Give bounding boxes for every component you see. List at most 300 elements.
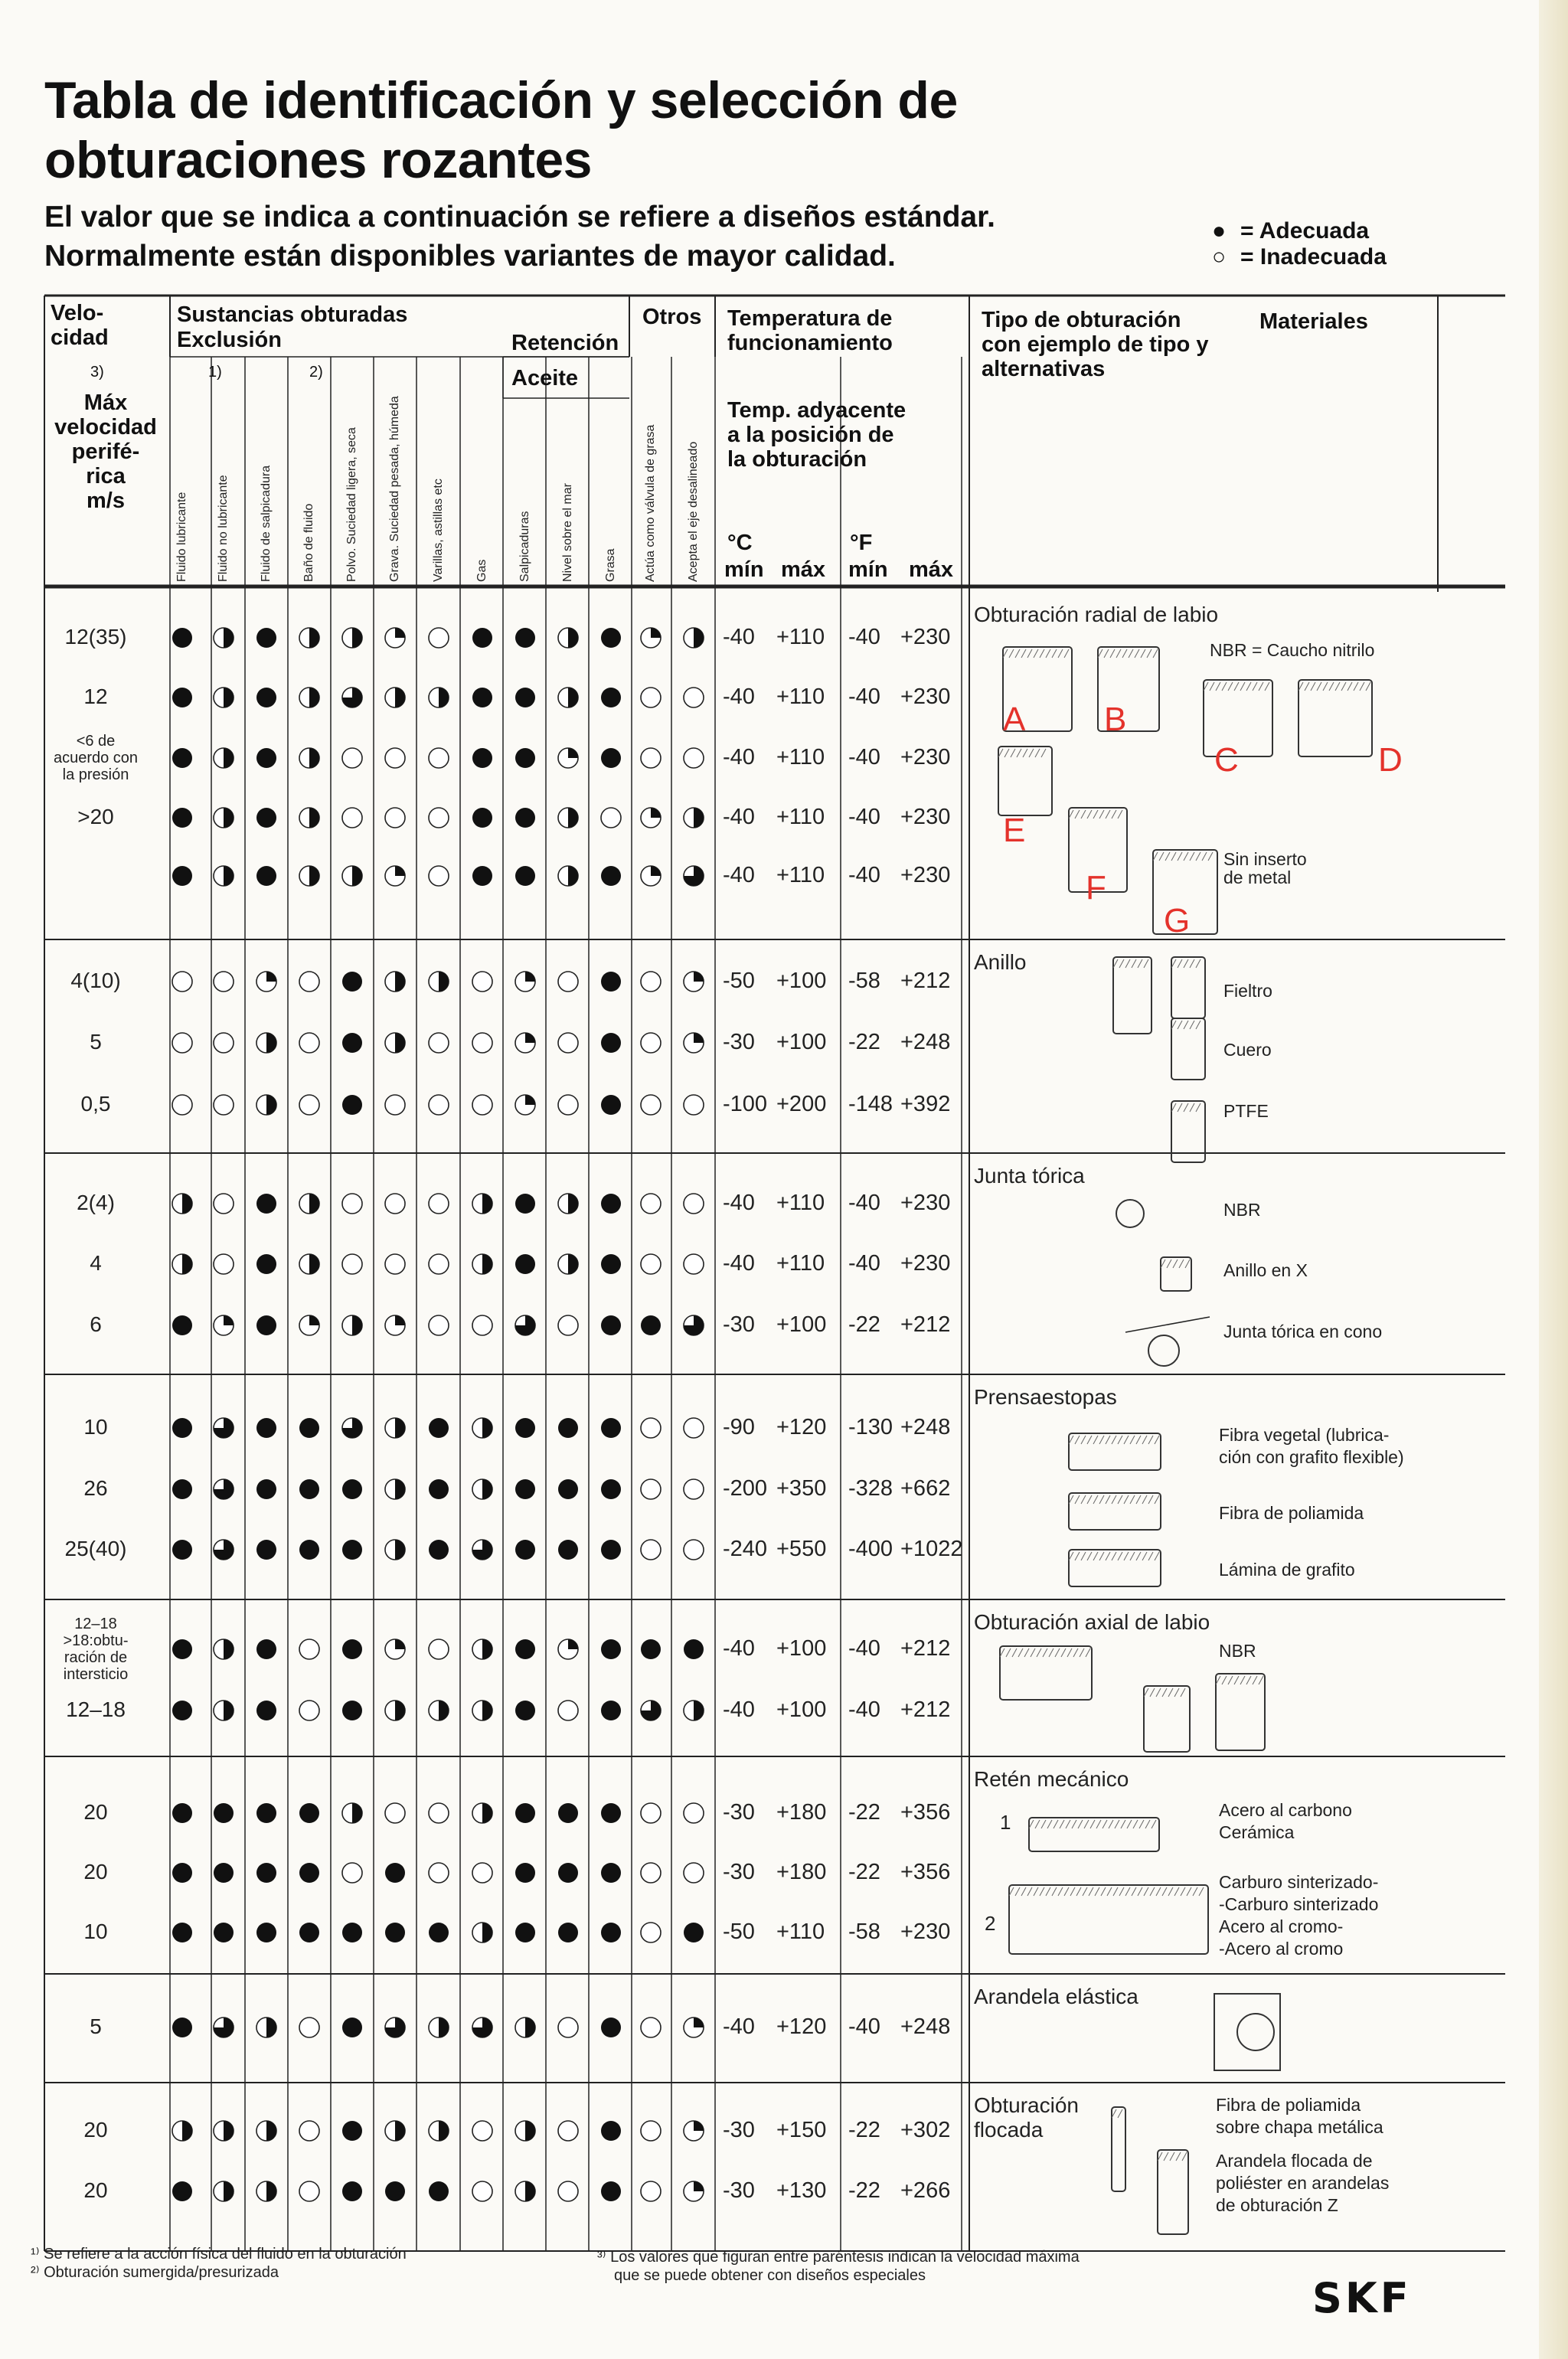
symbol-F	[472, 748, 492, 768]
symbol-Q	[684, 1033, 704, 1053]
hatch-line	[1106, 1552, 1110, 1560]
symbol-circle	[214, 1863, 234, 1883]
column-header-3: Fluido de salpicadura	[260, 465, 273, 582]
symbol-O	[641, 1418, 661, 1438]
hatch-line	[1129, 649, 1133, 658]
symbol-F	[515, 1863, 535, 1883]
symbol-circle	[601, 1540, 621, 1560]
temperature-min-f: -130	[848, 1415, 893, 1439]
symbol-circle	[256, 628, 276, 648]
symbol-circle	[342, 1540, 362, 1560]
hatch-line	[1190, 1021, 1194, 1029]
symbol-O	[385, 1254, 405, 1274]
symbol-O	[641, 1863, 661, 1883]
header-text: a la posición de	[727, 423, 894, 447]
temperature-max-f: +230	[900, 625, 951, 649]
symbol-circle	[299, 1033, 319, 1053]
symbol-circle	[601, 1701, 621, 1720]
hatch-line	[1142, 1495, 1147, 1504]
hatch-line	[1081, 1495, 1086, 1504]
symbol-circle	[684, 1254, 704, 1274]
hatch-line	[1095, 1887, 1099, 1896]
temperature-max-f: +266	[900, 2178, 951, 2203]
note-2: 2)	[309, 364, 323, 381]
symbol-H	[385, 1540, 405, 1560]
hatch-line	[1099, 1552, 1104, 1560]
symbol-T	[515, 1315, 535, 1335]
speed-value: 20	[83, 1800, 108, 1824]
hatch-line	[1190, 1103, 1194, 1112]
symbol-circle	[601, 628, 621, 648]
symbol-F	[558, 1418, 578, 1438]
symbol-Q	[385, 866, 405, 886]
symbol-H	[342, 628, 362, 648]
symbol-circle	[256, 1639, 276, 1659]
symbol-F	[601, 1540, 621, 1560]
symbol-T	[684, 1315, 704, 1335]
symbol-F	[172, 2018, 192, 2037]
symbol-circle	[515, 1803, 535, 1823]
hatch-line	[1078, 1820, 1083, 1828]
symbol-F	[299, 1418, 319, 1438]
hatch-line	[1121, 1820, 1125, 1828]
hatch-line	[1159, 852, 1164, 861]
symbol-O	[172, 1033, 192, 1053]
header-text: funcionamiento	[727, 331, 893, 355]
symbol-fill	[482, 1254, 492, 1274]
symbol-H	[299, 808, 319, 828]
material-label: Sin inserto	[1223, 849, 1307, 869]
hatch-line	[1184, 1103, 1188, 1112]
hatch-line	[1116, 649, 1121, 658]
symbol-H	[299, 688, 319, 707]
symbol-O	[641, 1803, 661, 1823]
symbol-F	[515, 866, 535, 886]
symbol-F	[256, 808, 276, 828]
hatch-line	[1208, 852, 1213, 861]
spring-washer-ring	[1237, 2014, 1274, 2050]
hatch-line	[1012, 1648, 1017, 1657]
symbol-Q	[385, 1315, 405, 1335]
symbol-circle	[429, 1033, 449, 1053]
hatch-line	[1015, 1887, 1020, 1896]
symbol-circle	[515, 1254, 535, 1274]
symbol-F	[429, 1540, 449, 1560]
temperature-min-c: -40	[723, 745, 755, 769]
symbol-F	[172, 1315, 192, 1335]
header-max-f: máx	[909, 557, 954, 582]
hatch-line	[1104, 649, 1109, 658]
symbol-H	[684, 628, 704, 648]
symbol-circle	[256, 808, 276, 828]
hatch-line	[1006, 1648, 1011, 1657]
symbol-O	[558, 1033, 578, 1053]
symbol-F	[256, 1639, 276, 1659]
speed-value: 12–18 >18:obtu- ración de intersticio	[63, 1616, 129, 1683]
speed-value: 4	[90, 1251, 102, 1275]
temperature-min-c: -30	[723, 1800, 755, 1825]
symbol-circle	[299, 1701, 319, 1720]
hatch-line	[1099, 1436, 1104, 1444]
symbol-circle	[601, 1033, 621, 1053]
temperature-min-c: -100	[723, 1092, 768, 1116]
hatch-line	[1164, 2152, 1168, 2161]
symbol-Q	[214, 1315, 234, 1335]
symbol-H	[385, 1479, 405, 1499]
hatch-line	[1102, 1820, 1107, 1828]
symbol-circle	[256, 1923, 276, 1942]
symbol-circle	[172, 1540, 192, 1560]
material-label: Junta tórica en cono	[1223, 1322, 1383, 1341]
symbol-F	[299, 1863, 319, 1883]
symbol-F	[515, 688, 535, 707]
symbol-F	[601, 688, 621, 707]
symbol-F	[601, 1315, 621, 1335]
symbol-O	[684, 1803, 704, 1823]
temperature-min-c: -40	[723, 1636, 755, 1661]
symbol-H	[299, 628, 319, 648]
symbol-circle	[299, 2121, 319, 2141]
symbol-circle	[558, 1095, 578, 1115]
symbol-O	[641, 688, 661, 707]
symbol-F	[385, 1863, 405, 1883]
symbol-circle	[214, 1923, 234, 1942]
symbol-fill	[525, 1033, 535, 1043]
symbol-circle	[472, 972, 492, 992]
symbol-F	[172, 808, 192, 828]
symbol-circle	[256, 1479, 276, 1499]
symbol-fill	[309, 1254, 319, 1274]
symbol-fill	[525, 1095, 535, 1105]
symbol-O	[684, 1540, 704, 1560]
temperature-min-f: -22	[848, 2118, 880, 2142]
hatch-line	[1196, 1103, 1200, 1112]
symbol-circle	[641, 1194, 661, 1214]
symbol-O	[214, 1095, 234, 1115]
temperature-min-f: -22	[848, 1800, 880, 1825]
symbol-circle	[684, 1540, 704, 1560]
speed-value: 2(4)	[77, 1191, 115, 1214]
hatch-line	[1024, 1648, 1029, 1657]
temperature-max-c: +110	[776, 863, 825, 887]
speed-value: 5	[90, 1030, 102, 1054]
hatch-line	[1055, 1648, 1060, 1657]
symbol-F	[684, 1639, 704, 1659]
header-max-speed	[44, 390, 167, 513]
symbol-circle	[515, 748, 535, 768]
symbol-Q	[684, 2121, 704, 2141]
speed-value: 6	[90, 1312, 102, 1336]
symbol-O	[429, 1095, 449, 1115]
hatch-line	[1136, 1436, 1141, 1444]
symbol-H	[472, 1701, 492, 1720]
hatch-line	[1199, 1887, 1204, 1896]
symbol-circle	[558, 2018, 578, 2037]
hatch-line	[1174, 1887, 1179, 1896]
hatch-line	[1075, 810, 1080, 818]
symbol-circle	[172, 2018, 192, 2037]
hatch-line	[1034, 649, 1038, 658]
symbol-circle	[641, 1033, 661, 1053]
hatch-line	[1119, 1887, 1124, 1896]
empty-circle-icon: ○	[1211, 244, 1227, 270]
symbol-O	[601, 808, 621, 828]
symbol-circle	[601, 1418, 621, 1438]
symbol-F	[385, 1923, 405, 1942]
symbol-O	[342, 1194, 362, 1214]
symbol-fill	[694, 1033, 704, 1043]
o-ring-sketch	[1116, 1200, 1144, 1227]
hatch-line	[1086, 1648, 1090, 1657]
temperature-max-c: +100	[776, 1030, 827, 1054]
symbol-circle	[172, 1863, 192, 1883]
hatch-line	[1067, 1648, 1072, 1657]
hatch-line	[1106, 810, 1110, 818]
hatch-line	[1335, 682, 1340, 691]
symbol-circle	[558, 2121, 578, 2141]
symbol-H	[385, 1418, 405, 1438]
symbol-O	[558, 972, 578, 992]
hatch-line	[1027, 1887, 1032, 1896]
material-label: Fibra vegetal (lubrica-	[1219, 1425, 1390, 1445]
symbol-O	[385, 1194, 405, 1214]
symbol-H	[172, 1254, 192, 1274]
symbol-fill	[694, 2018, 704, 2027]
legend-label: = Inadecuada	[1240, 244, 1387, 270]
header-text: Temperatura de	[727, 306, 893, 331]
symbol-F	[601, 866, 621, 886]
speed-value: 20	[83, 2178, 108, 2202]
speed-value: 20	[83, 1860, 108, 1884]
symbol-circle	[429, 1418, 449, 1438]
symbol-fill	[651, 628, 661, 638]
symbol-F	[601, 1254, 621, 1274]
speed-value: 12–18	[66, 1697, 126, 1721]
symbol-Q	[515, 972, 535, 992]
hatch-line	[1305, 682, 1309, 691]
hatch-line	[1070, 1887, 1075, 1896]
note-1: 1)	[208, 364, 222, 381]
symbol-circle	[385, 1863, 405, 1883]
hatch-line	[1190, 959, 1194, 968]
temperature-max-f: +1022	[900, 1537, 963, 1561]
symbol-F	[472, 866, 492, 886]
symbol-H	[342, 866, 362, 886]
hatch-line	[1130, 1495, 1135, 1504]
symbol-circle	[385, 1254, 405, 1274]
symbol-F	[342, 972, 362, 992]
symbol-fill	[309, 748, 319, 768]
symbol-H	[256, 1033, 276, 1053]
hatch-line	[1049, 1648, 1054, 1657]
symbol-H	[256, 1095, 276, 1115]
hatch-line	[1246, 682, 1251, 691]
temperature-max-c: +110	[776, 745, 825, 769]
temperature-max-c: +100	[776, 1636, 827, 1661]
header-max-c: máx	[781, 557, 826, 582]
symbol-circle	[558, 1418, 578, 1438]
symbol-H	[558, 628, 578, 648]
symbol-O	[342, 748, 362, 768]
symbol-O	[299, 2181, 319, 2201]
symbol-circle	[472, 1863, 492, 1883]
temperature-min-f: -58	[848, 1920, 880, 1944]
hatch-line	[1060, 1820, 1064, 1828]
symbol-circle	[515, 808, 535, 828]
temperature-max-c: +110	[776, 625, 825, 649]
hatch-line	[1035, 749, 1040, 757]
symbol-O	[385, 748, 405, 768]
symbol-circle	[385, 1923, 405, 1942]
hatch-line	[1118, 2109, 1122, 2118]
mechanical-seal-sketch	[1029, 1818, 1159, 1851]
section-name-7: Arandela elástica	[974, 1985, 1138, 2008]
symbol-circle	[172, 1923, 192, 1942]
hatch-line	[1099, 810, 1104, 818]
symbol-O	[641, 1095, 661, 1115]
symbol-O	[429, 1315, 449, 1335]
temperature-max-f: +230	[900, 685, 951, 709]
symbol-circle	[601, 866, 621, 886]
title-line-1: Tabla de identificación y selección de	[44, 71, 958, 129]
symbol-H	[214, 748, 234, 768]
hatch-line	[1106, 1436, 1110, 1444]
symbol-O	[299, 1701, 319, 1720]
symbol-H	[472, 1254, 492, 1274]
symbol-circle	[472, 1315, 492, 1335]
symbol-H	[256, 2121, 276, 2141]
temperature-min-c: -30	[723, 2118, 755, 2142]
symbol-F	[601, 1923, 621, 1942]
symbol-H	[342, 1315, 362, 1335]
symbol-circle	[429, 748, 449, 768]
material-label: NBR = Caucho nitrilo	[1210, 640, 1375, 660]
symbol-H	[214, 808, 234, 828]
temperature-max-c: +180	[776, 1860, 827, 1884]
symbol-fill	[224, 1701, 234, 1720]
symbol-fill	[395, 1639, 405, 1649]
symbol-F	[601, 1194, 621, 1214]
symbol-F	[472, 808, 492, 828]
symbol-F	[342, 1639, 362, 1659]
hatch-line	[1018, 1648, 1023, 1657]
temperature-max-c: +100	[776, 969, 827, 993]
temperature-max-c: +110	[776, 685, 825, 709]
temperature-max-f: +212	[900, 969, 951, 993]
symbol-circle	[558, 1701, 578, 1720]
symbol-F	[601, 2121, 621, 2141]
symbol-H	[429, 2121, 449, 2141]
symbol-O	[385, 1095, 405, 1115]
symbol-circle	[641, 1803, 661, 1823]
symbol-O	[214, 1194, 234, 1214]
hatch-line	[1133, 1820, 1138, 1828]
section-name-5: Obturación axial de labio	[974, 1610, 1210, 1634]
hatch-line	[1147, 649, 1152, 658]
speed-value: 4(10)	[70, 969, 121, 992]
symbol-fill	[525, 972, 535, 982]
hatch-line	[1112, 1495, 1116, 1504]
symbol-fill	[395, 2121, 405, 2141]
temperature-max-c: +120	[776, 2014, 827, 2039]
hatch-line	[1101, 1887, 1106, 1896]
symbol-fill	[525, 2181, 535, 2201]
hatch-line	[1142, 1552, 1147, 1560]
header-text: Velo-	[51, 301, 104, 325]
symbol-circle	[641, 2018, 661, 2037]
symbol-F	[601, 1803, 621, 1823]
symbol-F	[342, 2018, 362, 2037]
temperature-max-c: +550	[776, 1537, 827, 1561]
temperature-max-f: +356	[900, 1860, 951, 1884]
symbol-F	[256, 748, 276, 768]
hatch-line	[1168, 1688, 1173, 1697]
symbol-circle	[299, 972, 319, 992]
symbol-circle	[472, 1033, 492, 1053]
symbol-circle	[684, 1803, 704, 1823]
symbol-F	[342, 2181, 362, 2201]
symbol-circle	[172, 1479, 192, 1499]
hatch-line	[1193, 1887, 1197, 1896]
symbol-T	[214, 2018, 234, 2037]
ring-seal-sketch	[1171, 1018, 1205, 1080]
hatch-line	[1046, 1887, 1050, 1896]
hatch-line	[1112, 810, 1116, 818]
symbol-F	[172, 1863, 192, 1883]
symbol-fill	[482, 1639, 492, 1659]
symbol-H	[299, 866, 319, 886]
symbol-fill	[651, 866, 661, 876]
symbol-Q	[256, 972, 276, 992]
symbol-F	[299, 1803, 319, 1823]
hatch-line	[1124, 1436, 1129, 1444]
symbol-circle	[558, 972, 578, 992]
subtitle-line-1: El valor que se indica a continuación se refiere a diseños estándar.	[44, 201, 995, 234]
symbol-circle	[684, 1194, 704, 1214]
symbol-circle	[472, 866, 492, 886]
symbol-circle	[342, 808, 362, 828]
symbol-O	[429, 1033, 449, 1053]
symbol-circle	[342, 1254, 362, 1274]
header-temperatura	[727, 306, 893, 355]
symbol-H	[515, 2181, 535, 2201]
symbol-Q	[684, 2018, 704, 2037]
symbol-circle	[515, 1479, 535, 1499]
temperature-min-f: -40	[848, 1636, 880, 1661]
symbol-F	[172, 1540, 192, 1560]
temperature-max-f: +248	[900, 2014, 951, 2039]
symbol-O	[684, 1479, 704, 1499]
hatch-line	[1150, 1688, 1155, 1697]
symbol-circle	[601, 688, 621, 707]
symbol-F	[299, 1923, 319, 1942]
symbol-circle	[385, 748, 405, 768]
symbol-circle	[342, 972, 362, 992]
hatch-line	[1246, 1676, 1251, 1684]
symbol-circle	[256, 1418, 276, 1438]
temperature-min-c: -30	[723, 1030, 755, 1054]
symbol-circle	[641, 1479, 661, 1499]
symbol-fill	[568, 628, 578, 648]
symbol-O	[429, 866, 449, 886]
symbol-circle	[342, 1923, 362, 1942]
symbol-circle	[214, 1803, 234, 1823]
ring-seal-sketch	[1113, 957, 1152, 1034]
hatch-line	[1162, 1688, 1167, 1697]
symbol-F	[515, 748, 535, 768]
symbol-T	[385, 2018, 405, 2037]
symbol-circle	[172, 1033, 192, 1053]
